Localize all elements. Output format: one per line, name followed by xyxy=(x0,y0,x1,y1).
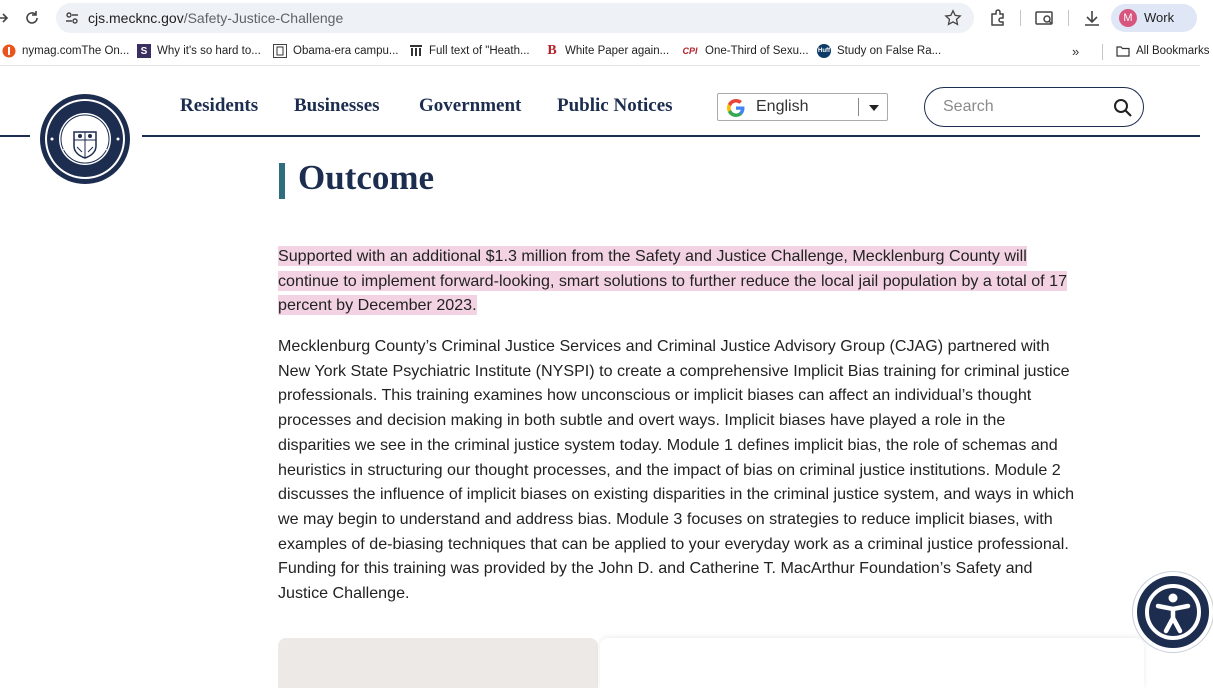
cast-icon[interactable] xyxy=(1034,8,1054,28)
bookmark-item[interactable] xyxy=(137,43,261,59)
language-select[interactable] xyxy=(717,93,888,121)
highlighted-paragraph xyxy=(278,244,1078,318)
nymag-icon xyxy=(2,44,16,58)
card-panel xyxy=(600,638,1144,688)
huffpost-icon: Huff xyxy=(817,44,831,58)
nav-businesses[interactable]: Businesses xyxy=(294,95,380,116)
page-heading: Outcome xyxy=(298,158,435,197)
bookmark-label: Study on False Ra... xyxy=(837,45,942,57)
site-info-icon[interactable] xyxy=(64,10,80,26)
bookmark-label: One-Third of Sexu... xyxy=(705,45,809,57)
google-g-icon xyxy=(725,97,747,119)
all-bookmarks[interactable] xyxy=(1116,43,1210,59)
bookmarks-divider xyxy=(1102,44,1103,60)
language-divider xyxy=(858,98,859,116)
accessibility-icon xyxy=(1137,576,1209,648)
header-rule-right xyxy=(142,135,1200,137)
bookmark-item[interactable] xyxy=(2,43,129,59)
heading-accent-bar xyxy=(279,163,285,199)
bookmark-label: Why it's so hard to... xyxy=(157,45,261,57)
accessibility-widget-button[interactable] xyxy=(1133,572,1213,652)
book-icon xyxy=(273,44,287,58)
columns-icon xyxy=(409,44,423,58)
search-input[interactable]: Search xyxy=(943,98,994,115)
nav-residents[interactable]: Residents xyxy=(180,95,259,116)
chevron-down-icon[interactable] xyxy=(869,105,879,111)
forward-icon[interactable] xyxy=(0,8,12,28)
bookmark-item[interactable] xyxy=(409,43,530,59)
url-domain: cjs.mecknc.gov xyxy=(88,10,184,26)
b-icon: B xyxy=(547,43,557,58)
extensions-icon[interactable] xyxy=(988,8,1008,28)
body-paragraph: Mecklenburg County’s Criminal Justice Services and Criminal Justice Advisory Group (CJAG) partnered with New York State Psychiatric Institute (NYSPI) to create a comprehensive Implicit Bias training for criminal justice professionals. This training examines how unconscious or implicit biases can affect an individual’s thought processes and decision making in both subtle and overt ways. Implicit biases have played a role in the disparities we see in the criminal justice system today. Module 1 defines implicit bias, the role of schemas and heuristics in structuring our thought processes, and the impact of bias on criminal justice institutions. Module 2 discusses the influence of implicit biases on existing disparities in the criminal justice system, and ways in which we may begin to understand and address bias. Module 3 focuses on strategies to reduce implicit biases, with examples of de-biasing techniques that can be applied to your everyday work as a criminal justice professional. Funding for this training was provided by the John D. and Catherine T. MacArthur Foundation’s Safety and Justice Challenge. xyxy=(278,337,1075,603)
bookmark-item[interactable] xyxy=(545,43,669,59)
download-icon[interactable] xyxy=(1082,8,1102,28)
bookmark-label: Obama-era campu... xyxy=(293,45,399,57)
search-icon[interactable] xyxy=(1113,98,1133,118)
highlighted-text: Supported with an additional $1.3 million from the Safety and Justice Challenge, Mecklenburg County will continue to implement forward-looking, smart solutions to further reduce the local jail population by a total of 17 percent by December 2023. xyxy=(278,247,1068,315)
toolbar-divider xyxy=(1020,10,1021,26)
bookmark-label: Full text of "Heath... xyxy=(429,45,530,57)
bookmarks-bar xyxy=(0,36,1210,66)
bookmarks-overflow[interactable]: » xyxy=(1072,44,1080,59)
url-text[interactable] xyxy=(88,10,343,26)
url-path: /Safety-Justice-Challenge xyxy=(183,10,344,26)
county-seal-logo[interactable] xyxy=(38,92,132,186)
folder-icon xyxy=(1116,44,1130,58)
profile-label: Work xyxy=(1144,10,1175,25)
site-search[interactable] xyxy=(924,87,1144,127)
card-image-placeholder xyxy=(278,638,598,688)
s-icon: S xyxy=(137,44,151,58)
nav-public-notices[interactable]: Public Notices xyxy=(557,95,673,116)
bookmark-item[interactable] xyxy=(817,43,941,59)
address-bar[interactable] xyxy=(56,3,974,33)
reload-icon[interactable] xyxy=(22,8,42,28)
profile-button[interactable] xyxy=(1111,4,1197,32)
cpi-icon: CPI xyxy=(682,46,698,56)
bookmark-item[interactable] xyxy=(273,43,398,59)
all-bookmarks-label: All Bookmarks xyxy=(1136,45,1210,57)
nav-government[interactable]: Government xyxy=(419,95,522,116)
bookmark-label: White Paper again... xyxy=(565,45,670,57)
bookmark-label: nymag.comThe On... xyxy=(22,45,130,57)
header-rule-left xyxy=(0,135,30,137)
language-value: English xyxy=(756,98,809,115)
profile-avatar: M xyxy=(1119,9,1137,27)
toolbar-divider xyxy=(1068,10,1069,26)
bookmark-star-icon[interactable] xyxy=(944,9,962,27)
bookmark-item[interactable] xyxy=(681,43,809,59)
browser-toolbar xyxy=(0,0,1200,36)
